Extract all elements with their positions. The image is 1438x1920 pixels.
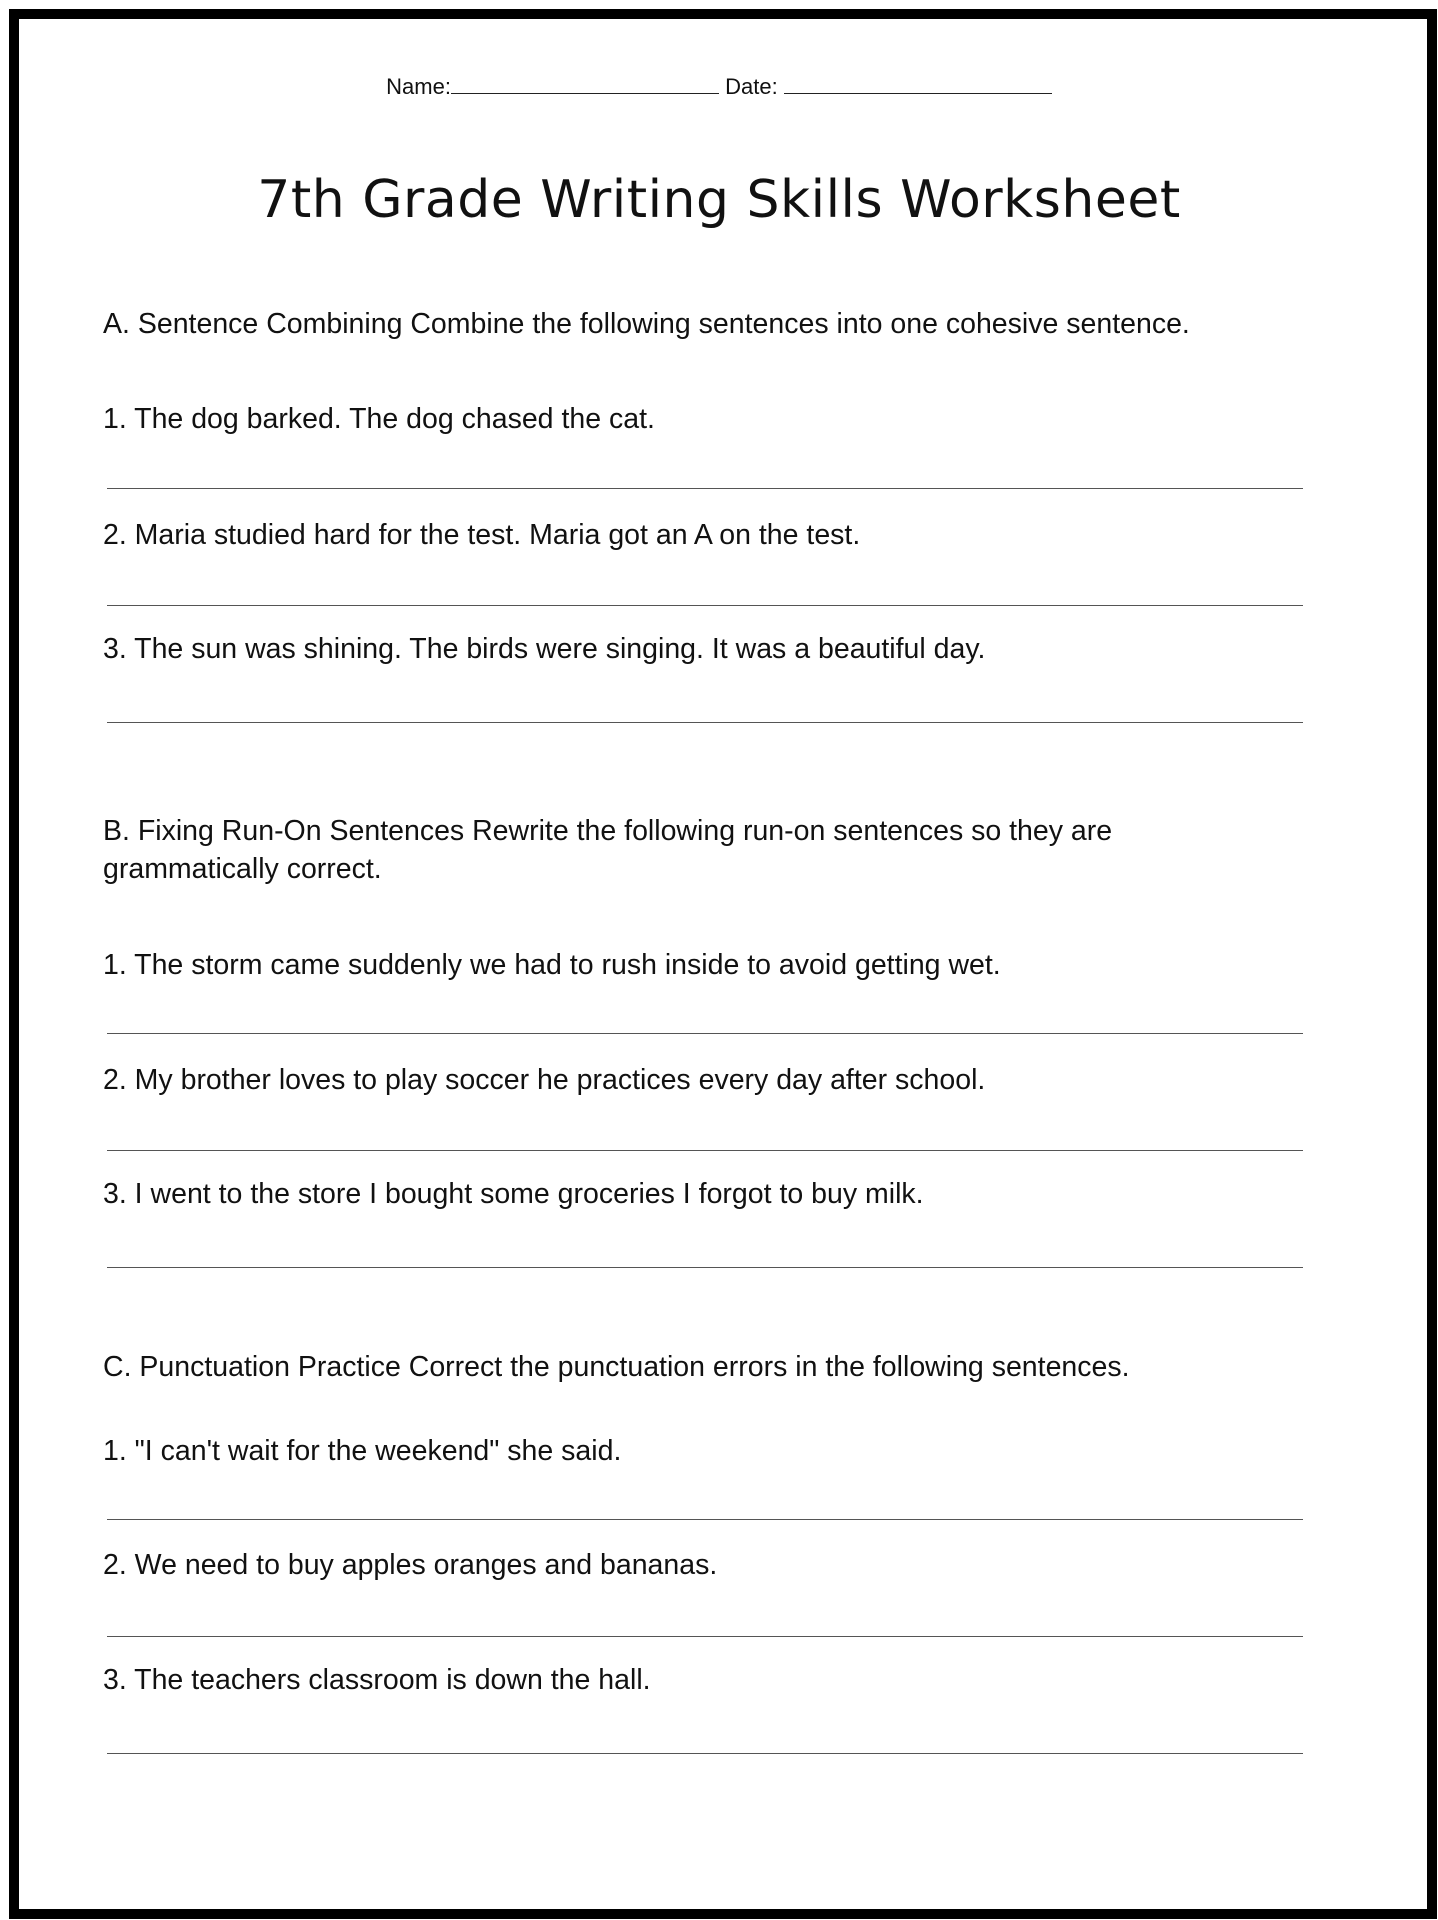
section-a-item-2: 2. Maria studied hard for the test. Maria got an A on the test. xyxy=(103,519,861,551)
section-a-item-3: 3. The sun was shining. The birds were singing. It was a beautiful day. xyxy=(103,633,986,665)
date-label: Date: xyxy=(725,74,778,99)
section-b-item-1: 1. The storm came suddenly we had to rush inside to avoid getting wet. xyxy=(103,949,1001,981)
section-b-answer-line-1[interactable] xyxy=(107,1033,1303,1034)
section-c-item-2: 2. We need to buy apples oranges and bananas. xyxy=(103,1549,718,1581)
section-a-answer-line-1[interactable] xyxy=(107,488,1303,489)
section-a-heading: A. Sentence Combining Combine the following sentences into one cohesive sentence. xyxy=(103,308,1190,340)
name-date-header xyxy=(0,74,1438,100)
section-b-item-2: 2. My brother loves to play soccer he practices every day after school. xyxy=(103,1064,986,1096)
section-c-answer-line-2[interactable] xyxy=(107,1636,1303,1637)
section-c-item-1: 1. "I can't wait for the weekend" she said. xyxy=(103,1435,622,1467)
name-label: Name: xyxy=(386,74,451,99)
name-blank[interactable] xyxy=(451,75,719,94)
section-a-item-1: 1. The dog barked. The dog chased the cat. xyxy=(103,403,655,435)
section-c-heading: C. Punctuation Practice Correct the punctuation errors in the following sentences. xyxy=(103,1351,1130,1383)
section-b-answer-line-3[interactable] xyxy=(107,1267,1303,1268)
section-a-answer-line-3[interactable] xyxy=(107,722,1303,723)
section-c-answer-line-3[interactable] xyxy=(107,1753,1303,1754)
section-b-answer-line-2[interactable] xyxy=(107,1150,1303,1151)
section-c-item-3: 3. The teachers classroom is down the hall. xyxy=(103,1664,651,1696)
section-b-item-3: 3. I went to the store I bought some groceries I forgot to buy milk. xyxy=(103,1178,924,1210)
section-a-answer-line-2[interactable] xyxy=(107,605,1303,606)
page-title: 7th Grade Writing Skills Worksheet xyxy=(257,170,1181,230)
section-c-answer-line-1[interactable] xyxy=(107,1519,1303,1520)
date-blank[interactable] xyxy=(784,75,1052,94)
section-b-heading: B. Fixing Run-On Sentences Rewrite the following run-on sentences so they are grammatically correct. xyxy=(103,815,1113,885)
